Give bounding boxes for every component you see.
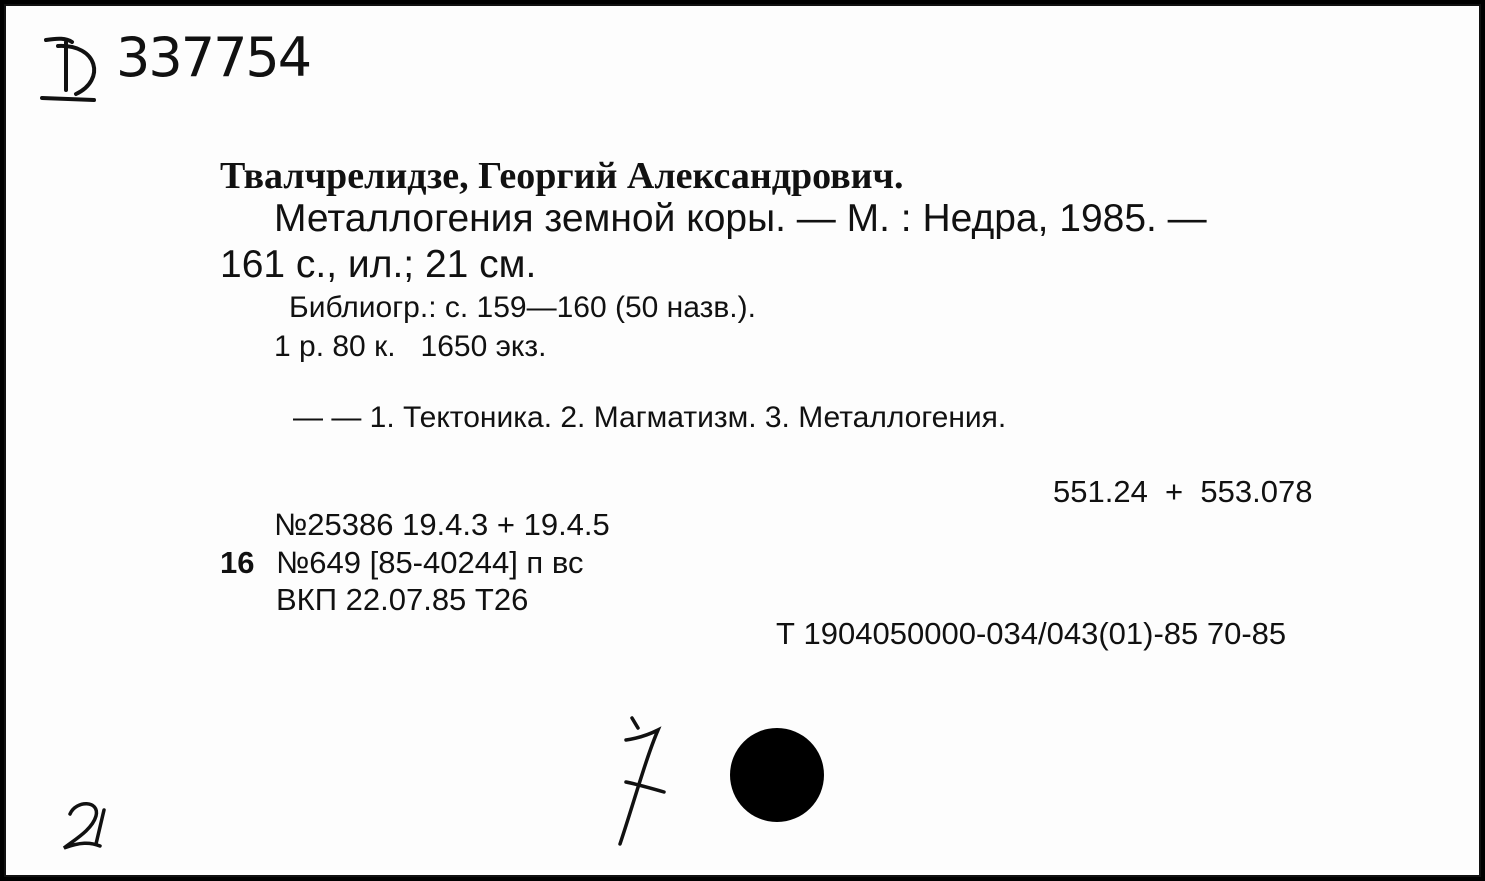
- author-heading: Твалчрелидзе, Георгий Александрович.: [220, 155, 904, 197]
- udc-index: 551.24 + 553.078: [1053, 474, 1313, 509]
- bibliography-note: Библиогр.: с. 159—160 (50 назв.).: [289, 291, 756, 324]
- vkp-line: ВКП 22.07.85 Т26: [276, 582, 529, 617]
- title-line: Металлогения земной коры. — М. : Недра, 1985. —: [274, 197, 1207, 240]
- price-and-print-run: 1 р. 80 к. 1650 экз.: [274, 330, 547, 363]
- subject-headings: — — 1. Тектоника. 2. Магматизм. 3. Металлогения.: [293, 401, 1007, 434]
- second-order-line: №649 [85-40244] п вс: [276, 545, 584, 580]
- run-number: 16: [220, 545, 255, 580]
- classification-index-line: Т 1904050000-034/043(01)-85 70-85: [776, 616, 1287, 651]
- physical-description: 161 с., ил.; 21 см.: [220, 243, 537, 286]
- catalog-card: [4, 4, 1481, 877]
- punched-dot-marker: [730, 728, 824, 822]
- accession-number: 337754: [116, 26, 311, 89]
- handwritten-mark: [36, 34, 116, 106]
- handwritten-two: [56, 796, 126, 856]
- handwritten-seven: [606, 712, 676, 852]
- order-number-line: №25386 19.4.3 + 19.4.5: [274, 507, 610, 542]
